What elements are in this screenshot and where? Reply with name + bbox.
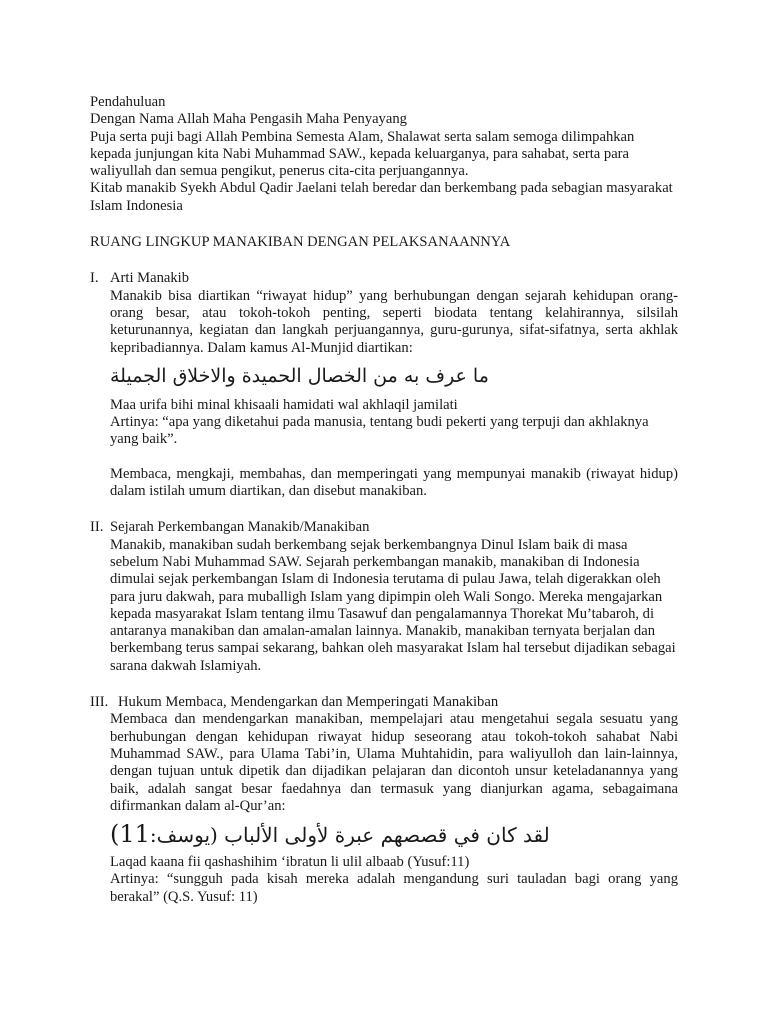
document-page	[90, 94, 678, 906]
section-2-number: II.	[90, 519, 104, 536]
section-1-transliteration: Maa urifa bihi minal khisaali hamidati wal akhlaqil jamilati	[110, 396, 458, 413]
intro-paragraph-2: Kitab manakib Syekh Abdul Qadir Jaelani telah beredar dan berkembang pada sebagian masyarakat Islam Indonesia	[90, 180, 673, 214]
section-1-paragraph-1: Manakib bisa diartikan “riwayat hidup” yang berhubungan dengan sejarah kehidupan orang-orang besar, atau tokoh-tokoh penting, seperti biodata tentang kelahirannya, silsilah keturunannya, kegiatan dan langkah perjuangannya, guru-gurunya, sifat-sifatnya, serta akhlak kepribadiannya. Dalam kamus Al-Munjid diartikan:	[110, 287, 678, 356]
section-1-meaning-text: Artinya: “apa yang diketahui pada manusia, tentang budi pekerti yang terpuji dan akhlaknya yang baik”.	[110, 414, 649, 448]
section-3-heading	[90, 694, 678, 711]
section-1-arabic-quote: ما عرف به من الخصال الحميدة والاخلاق الجميلة	[110, 364, 489, 387]
section-1-title: Arti Manakib	[110, 270, 190, 287]
section-2-heading	[90, 519, 678, 536]
section-3-number: III.	[90, 694, 109, 711]
section-3-title: Hukum Membaca, Mendengarkan dan Memperingati Manakiban	[118, 694, 499, 711]
document-title: RUANG LINGKUP MANAKIBAN DENGAN PELAKSANAANNYA	[90, 234, 511, 251]
intro-heading: Pendahuluan	[90, 94, 166, 110]
intro-paragraph-1: Puja serta puji bagi Allah Pembina Semesta Alam, Shalawat serta salam semoga dilimpahkan kepada junjungan kita Nabi Muhammad SAW., kepada keluarganya, para sahabat, serta para waliyullah dan semua pengikut, penerus cita-cita perjuangannya.	[90, 128, 635, 180]
section-3-arabic-quote	[90, 817, 678, 852]
section-3-arabic-text: لقد كان في قصصهم عبرة لأولى الألباب (يوسف:	[149, 823, 550, 848]
section-3-meaning: Artinya: “sungguh pada kisah mereka adalah mengandung suri tauladan bagi orang yang berakal” (Q.S. Yusuf: 11)	[110, 871, 678, 905]
section-1-number: I.	[90, 270, 99, 287]
basmalah-line: Dengan Nama Allah Maha Pengasih Maha Penyayang	[90, 111, 407, 128]
section-1-meaning	[90, 414, 678, 449]
section-1-paragraph-2: Membaca, mengkaji, membahas, dan memperingati yang mempunyai manakib (riwayat hidup) dalam istilah umum diartikan, dan disebut manakiban.	[110, 465, 678, 500]
section-3-transliteration: Laqad kaana fii qashashihim ‘ibratun li ulil albaab (Yusuf:11)	[110, 854, 470, 871]
section-2-title: Sejarah Perkembangan Manakib/Manakiban	[110, 519, 370, 536]
section-1-heading	[90, 270, 678, 287]
section-3-arabic-verse-number: 11)	[110, 820, 150, 849]
section-2-paragraph-1: Manakib, manakiban sudah berkembang sejak berkembangnya Dinul Islam baik di masa sebelum Nabi Muhammad SAW. Sejarah perkembangan manakib, manakiban di Indonesia dimulai sejak perkembangan Islam di Indonesia terutama di pulau Jawa, telah digerakkan oleh para juru dakwah, para muballigh Islam yang dipimpin oleh Wali Songo. Mereka mengajarkan kepada masyarakat Islam tentang ilmu Tasawuf dan pengalamannya Thorekat Mu’tabaroh, di antaranya manakiban dan amalan-amalan lainnya. Manakib, manakiban ternyata berjalan dan berkembang terus sampai sekarang, bahkan oleh masyarakat Islam hal tersebut dijadikan sebagai sarana dakwah Islamiyah.	[110, 536, 676, 674]
section-3-paragraph-1: Membaca dan mendengarkan manakiban, mempelajari atau mengetahui segala sesuatu yang berhubungan dengan kehidupan riwayat hidup seseorang atau tokoh-tokoh sahabat Nabi Muhammad SAW., para Ulama Tabi’in, Ulama Muhtahidin, para waliyulloh dan lain-lainnya, dengan tujuan untuk dipetik dan dijadikan pelajaran dan dicontoh unsur keteladanannya yang baik, adalah sangat besar faedahnya dan termasuk yang dianjurkan agama, sebagaimana difirmankan dalam al-Qur’an:	[110, 711, 678, 814]
